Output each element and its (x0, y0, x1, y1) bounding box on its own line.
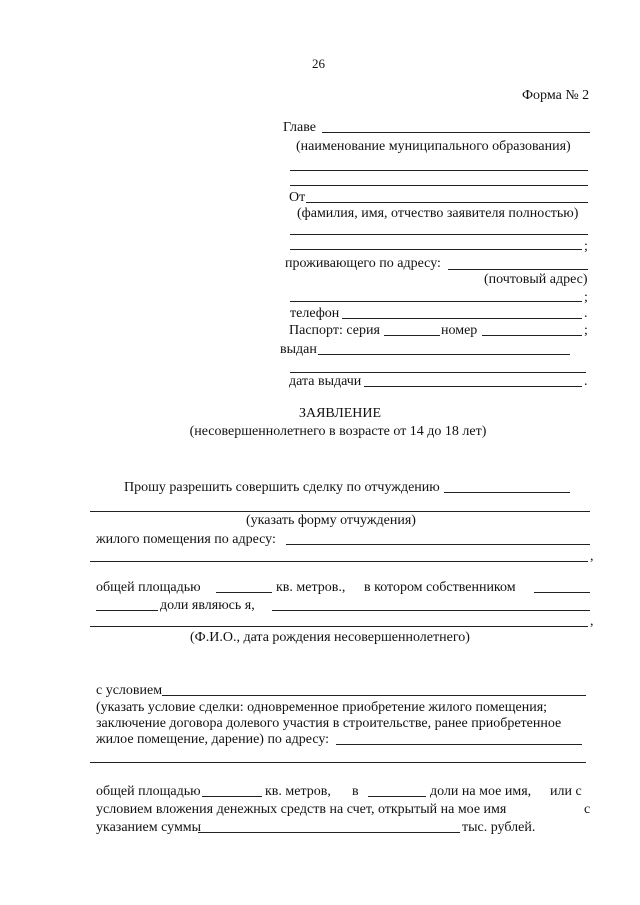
area-label: общей площадью (96, 580, 201, 595)
final-share-line[interactable] (368, 796, 426, 797)
sum-unit: тыс. рублей. (462, 820, 536, 835)
share-text: доли являюсь я, (160, 598, 255, 613)
residing-label: проживающего по адресу: (285, 256, 441, 271)
to-head-label: Главе (283, 120, 316, 135)
address-semicolon: ; (584, 290, 588, 305)
condition-address-line[interactable] (336, 744, 582, 745)
final-or-text: или с (550, 784, 582, 799)
passport-series-line[interactable] (384, 335, 440, 336)
condition-address-line-2[interactable] (90, 762, 586, 763)
final-share-text: доли на мое имя, (430, 784, 532, 799)
sum-line[interactable] (198, 832, 460, 833)
issue-date-dot: . (584, 374, 588, 389)
request-line[interactable] (444, 492, 570, 493)
address-line-2[interactable] (290, 301, 582, 302)
passport-series-label: Паспорт: серия (289, 323, 380, 338)
condition-line[interactable] (162, 695, 586, 696)
address-line[interactable] (448, 269, 588, 270)
request-text: Прошу разрешить совершить сделку по отчуждению (124, 480, 440, 495)
municipality-hint: (наименование муниципального образования) (296, 139, 571, 154)
deposit-with: с (584, 802, 591, 817)
document-title: ЗАЯВЛЕНИЕ (298, 406, 382, 421)
applicant-hint: (фамилия, имя, отчество заявителя полностью) (297, 206, 579, 221)
form-label: Форма № 2 (522, 88, 590, 103)
fio-hint: (Ф.И.О., дата рождения несовершеннолетнего) (190, 630, 470, 645)
minor-name-line[interactable] (90, 626, 588, 627)
document-subtitle: (несовершеннолетнего в возрасте от 14 до 18 лет) (189, 424, 487, 439)
issue-date-label: дата выдачи (289, 374, 362, 389)
dwelling-address-line-2[interactable] (90, 561, 588, 562)
dwelling-address-line[interactable] (286, 544, 590, 545)
phone-label: телефон (290, 306, 340, 321)
applicant-semicolon: ; (584, 239, 588, 254)
municipality-line-2[interactable] (290, 185, 588, 186)
final-area-line[interactable] (202, 796, 262, 797)
final-sqm-label: кв. метров, (265, 784, 331, 799)
share-line[interactable] (96, 610, 158, 611)
issued-by-label: выдан (280, 342, 317, 357)
page-number: 26 (312, 56, 325, 71)
area-line[interactable] (216, 592, 272, 593)
postal-hint: (почтовый адрес) (484, 272, 588, 287)
issued-by-line[interactable] (318, 354, 570, 355)
minor-comma: , (590, 614, 594, 629)
deposit-text: условием вложения денежных средств на счет, открытый на мое имя (96, 802, 507, 817)
condition-hint-2: заключение договора долевого участия в строительстве, ранее приобретенное (96, 716, 562, 731)
alienation-form-hint: (указать форму отчуждения) (246, 513, 416, 528)
passport-number-label: номер (441, 323, 478, 338)
owner-text: в котором собственником (364, 580, 516, 595)
final-in-label: в (352, 784, 359, 799)
applicant-line-2[interactable] (290, 234, 588, 235)
phone-line[interactable] (342, 318, 582, 319)
passport-semicolon: ; (584, 323, 588, 338)
sqm-label: кв. метров., (276, 580, 346, 595)
dwelling-address-label: жилого помещения по адресу: (96, 532, 276, 547)
condition-hint-1: (указать условие сделки: одновременное приобретение жилого помещения; (96, 700, 548, 715)
condition-label: с условием (96, 683, 163, 698)
issued-by-line-2[interactable] (290, 372, 586, 373)
final-area-label: общей площадью (96, 784, 201, 799)
head-name-line[interactable] (322, 132, 590, 133)
phone-dot: . (584, 306, 588, 321)
municipality-line[interactable] (290, 170, 588, 171)
condition-hint-3: жилое помещение, дарение) по адресу: (96, 732, 330, 747)
alienation-form-line[interactable] (90, 511, 590, 512)
sum-label: указанием суммы (96, 820, 202, 835)
applicant-name-line[interactable] (306, 202, 588, 203)
owner-line[interactable] (534, 592, 590, 593)
share-owner-line[interactable] (272, 610, 590, 611)
issue-date-line[interactable] (364, 386, 582, 387)
from-label: От (289, 190, 306, 205)
address-comma: , (590, 549, 594, 564)
applicant-line-3[interactable] (290, 249, 582, 250)
passport-number-line[interactable] (482, 335, 582, 336)
